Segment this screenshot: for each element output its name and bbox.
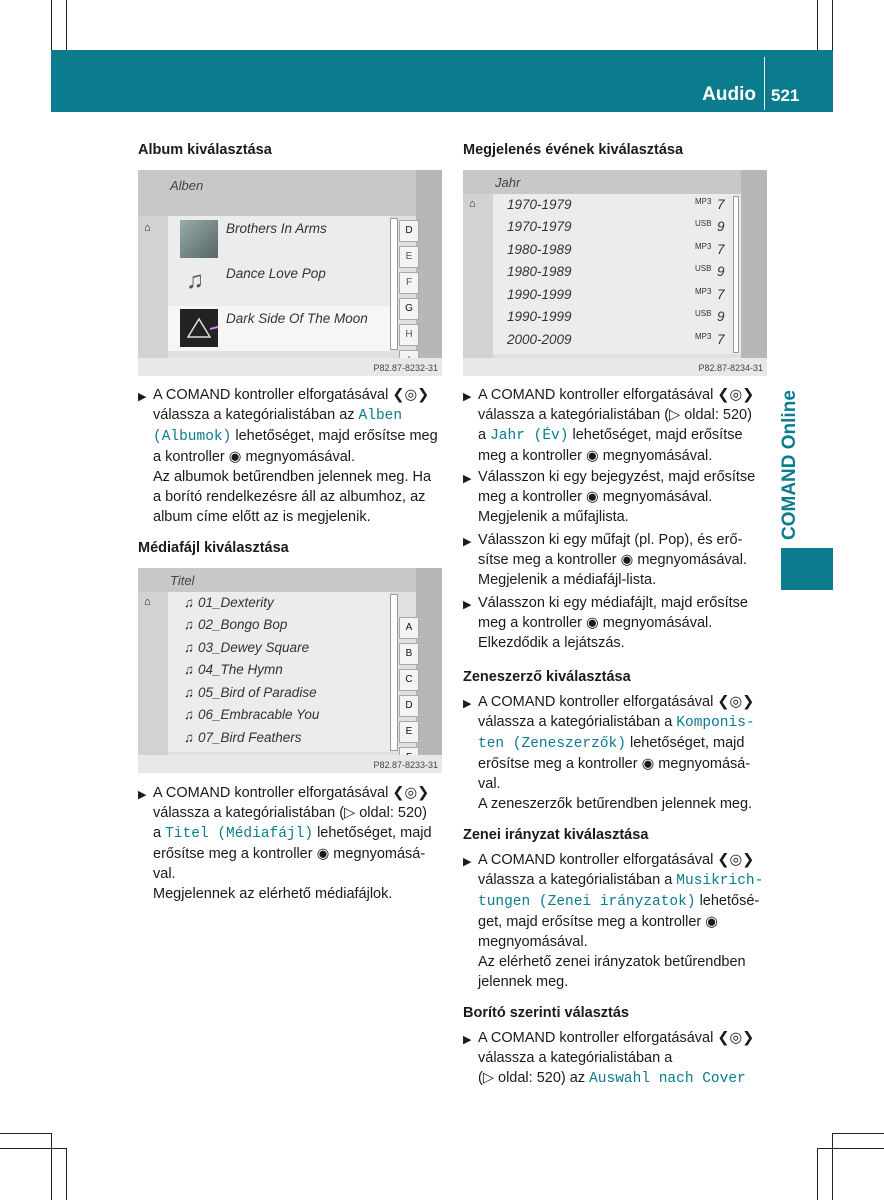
header-divider <box>764 57 765 110</box>
controller-rotate-icon: ❮◎❯ <box>717 1030 755 1046</box>
controller-press-icon: ◉ <box>620 552 634 568</box>
bullet-icon: ▶ <box>463 1034 472 1046</box>
letter-index-item[interactable]: E <box>399 246 419 268</box>
album-cover-icon <box>180 309 218 347</box>
music-note-icon: ♫ <box>184 595 195 610</box>
music-note-icon: ♫ <box>184 617 195 632</box>
source-icon: USB <box>695 219 712 228</box>
composer-instruction: A COMAND kontroller elforgatásával ❮◎❯ válassza a kategórialistában a Komponis- ten (Zeneszerzők) lehetőséget, majd erősítse meg a kontroller ◉ megnyomásá- val. A zeneszerzők betűrendben jelennek meg. <box>478 694 755 812</box>
music-note-icon: ♫ <box>186 267 204 294</box>
bullet-icon: ▶ <box>138 789 147 801</box>
letter-index-item[interactable]: B <box>399 643 419 665</box>
album-title: Dark Side Of The Moon <box>226 311 368 326</box>
music-note-icon: ♫ <box>184 707 195 722</box>
album-heading: Album kiválasztása <box>138 142 272 158</box>
crop-mark <box>0 1133 51 1134</box>
controller-rotate-icon: ❮◎❯ <box>717 852 755 868</box>
source-icon: USB <box>695 309 712 318</box>
controller-rotate-icon: ❮◎❯ <box>717 387 755 403</box>
folder-icon: ⌂ <box>469 198 476 210</box>
bullet-icon: ▶ <box>463 391 472 403</box>
controller-press-icon: ◉ <box>586 489 599 505</box>
crop-mark <box>0 1148 66 1149</box>
list-item[interactable] <box>168 306 390 351</box>
figure-code: P82.87-8234-31 <box>698 363 763 373</box>
figure-code: P82.87-8233-31 <box>373 760 438 770</box>
media-heading: Médiafájl kiválasztása <box>138 540 289 556</box>
list-item[interactable] <box>168 261 390 306</box>
genre-instruction: A COMAND kontroller elforgatásával ❮◎❯ válassza a kategórialistában a Musikrich- tungen (Zenei irányzatok) lehetősé- get, majd erősítse meg a kontroller ◉ megnyomásával. Az elérhető zenei irányzatok betűrendben jelennek meg. <box>478 852 764 990</box>
album-cover-icon <box>180 220 218 258</box>
bullet-icon: ▶ <box>463 473 472 485</box>
crop-mark <box>817 1148 818 1200</box>
source-icon: MP3 <box>695 197 712 206</box>
bullet-icon: ▶ <box>463 856 472 868</box>
letter-index-item[interactable]: F <box>399 272 419 294</box>
year-heading: Megjelenés évének kiválasztása <box>463 142 684 158</box>
crop-mark <box>51 1133 52 1200</box>
bullet-icon: ▶ <box>463 698 472 710</box>
crop-mark <box>833 1133 884 1134</box>
folder-icon: ⌂ <box>144 222 151 234</box>
year-instruction-2: Válasszon ki egy bejegyzést, majd erősítse meg a kontroller ◉ megnyomásával. Megjelenik a műfajlista. <box>478 469 756 525</box>
controller-rotate-icon: ❮◎❯ <box>392 785 430 801</box>
album-list-title: Alben <box>170 178 204 193</box>
crop-mark <box>817 0 818 50</box>
year-instruction-3: Válasszon ki egy műfajt (pl. Pop), és erő- sítse meg a kontroller ◉ megnyomásával. Megjelenik a médiafájl-lista. <box>478 532 747 588</box>
source-icon: MP3 <box>695 287 712 296</box>
source-icon: MP3 <box>695 332 712 341</box>
year-screenshot: Jahr ⌂ 1970-1979 MP3 7 1970-1979 USB 9 1980-1989 MP3 7 1980-1989 USB 9 1990-1999 MP3 7 1990-1999 USB 9 2000-2009 MP3 7 P82.87-8234-31 <box>463 170 767 376</box>
letter-index-item[interactable]: D <box>399 220 419 242</box>
scrollbar[interactable] <box>733 196 739 353</box>
folder-icon: ⌂ <box>144 596 151 608</box>
list-item[interactable] <box>168 216 390 261</box>
year-instruction-4: Válasszon ki egy médiafájlt, majd erősítse meg a kontroller ◉ megnyomásával. Elkezdődik a lejátszás. <box>478 595 748 651</box>
album-instruction: A COMAND kontroller elforgatásával ❮◎❯ válassza a kategórialistában az Alben (Albumok) lehetőséget, majd erősítse meg a kontroller ◉ megnyomásával. Az albumok betűrendben jelennek meg. Ha a borító rendelkezésre áll az albumhoz, az album címe előtt az is megjelenik. <box>153 387 438 525</box>
album-screenshot <box>138 170 442 376</box>
crop-mark <box>66 0 67 50</box>
letter-index-item[interactable]: D <box>399 695 419 717</box>
controller-press-icon: ◉ <box>586 448 599 464</box>
media-instruction: A COMAND kontroller elforgatásával ❮◎❯ válassza a kategórialistában (▷ oldal: 520) a Titel (Médiafájl) lehetőséget, majd erősítse meg a kontroller ◉ megnyomásá- val. Megjelennek az elérhető médiafájlok. <box>153 785 432 902</box>
genre-heading: Zenei irányzat kiválasztása <box>463 827 649 843</box>
letter-index-item[interactable]: E <box>399 721 419 743</box>
media-screenshot: Titel ⌂ ♫ 01_Dexterity ♫ 02_Bongo Bop ♫ 03_Dewey Square ♫ 04_The Hymn ♫ 05_Bird of Paradise ♫ 06_Embracable You ♫ 07_Bird Feathers A B C D E P82.87-8233-31 <box>138 568 442 773</box>
music-note-icon: ♫ <box>184 640 195 655</box>
bullet-icon: ▶ <box>138 391 147 403</box>
crop-mark <box>832 0 833 50</box>
figure-code: P82.87-8232-31 <box>373 363 438 373</box>
section-title: Audio <box>702 84 756 105</box>
letter-index-item[interactable]: A <box>399 617 419 639</box>
controller-rotate-icon: ❮◎❯ <box>717 694 755 710</box>
crop-mark <box>832 1133 833 1200</box>
controller-press-icon: ◉ <box>705 914 718 930</box>
media-list-title: Titel <box>170 573 195 588</box>
crop-mark <box>66 1148 67 1200</box>
crop-mark <box>51 0 52 50</box>
controller-rotate-icon: ❮◎❯ <box>392 387 430 403</box>
controller-press-icon: ◉ <box>586 615 599 631</box>
album-title: Dance Love Pop <box>226 266 326 281</box>
controller-press-icon: ◉ <box>316 846 330 862</box>
composer-heading: Zeneszerző kiválasztása <box>463 669 631 685</box>
cover-heading: Borító szerinti választás <box>463 1005 629 1021</box>
bullet-icon: ▶ <box>463 599 472 611</box>
letter-index-item[interactable]: G <box>399 298 419 320</box>
letter-index-item[interactable]: C <box>399 669 419 691</box>
controller-press-icon: ◉ <box>641 756 655 772</box>
crop-mark <box>818 1148 884 1149</box>
scrollbar[interactable] <box>390 594 398 751</box>
scrollbar[interactable] <box>390 218 398 350</box>
side-tab-label: COMAND Online <box>779 390 800 540</box>
music-note-icon: ♫ <box>184 730 195 745</box>
side-tab-marker <box>781 548 833 590</box>
year-list-title: Jahr <box>495 175 521 190</box>
source-icon: USB <box>695 264 712 273</box>
controller-press-icon: ◉ <box>228 449 242 465</box>
music-note-icon: ♫ <box>184 662 195 677</box>
cover-instruction: A COMAND kontroller elforgatásával ❮◎❯ válassza a kategórialistában a (▷ oldal: 520) az Auswahl nach Cover <box>478 1030 755 1087</box>
music-note-icon: ♫ <box>184 685 195 700</box>
letter-index-item[interactable]: H <box>399 324 419 346</box>
bullet-icon: ▶ <box>463 536 472 548</box>
album-title: Brothers In Arms <box>226 221 327 236</box>
year-instruction-1: A COMAND kontroller elforgatásával ❮◎❯ válassza a kategórialistában (▷ oldal: 520) a Jahr (Év) lehetőséget, majd erősítse meg a kontroller ◉ megnyomásával. <box>478 387 755 464</box>
source-icon: MP3 <box>695 242 712 251</box>
page-number: 521 <box>771 86 800 105</box>
